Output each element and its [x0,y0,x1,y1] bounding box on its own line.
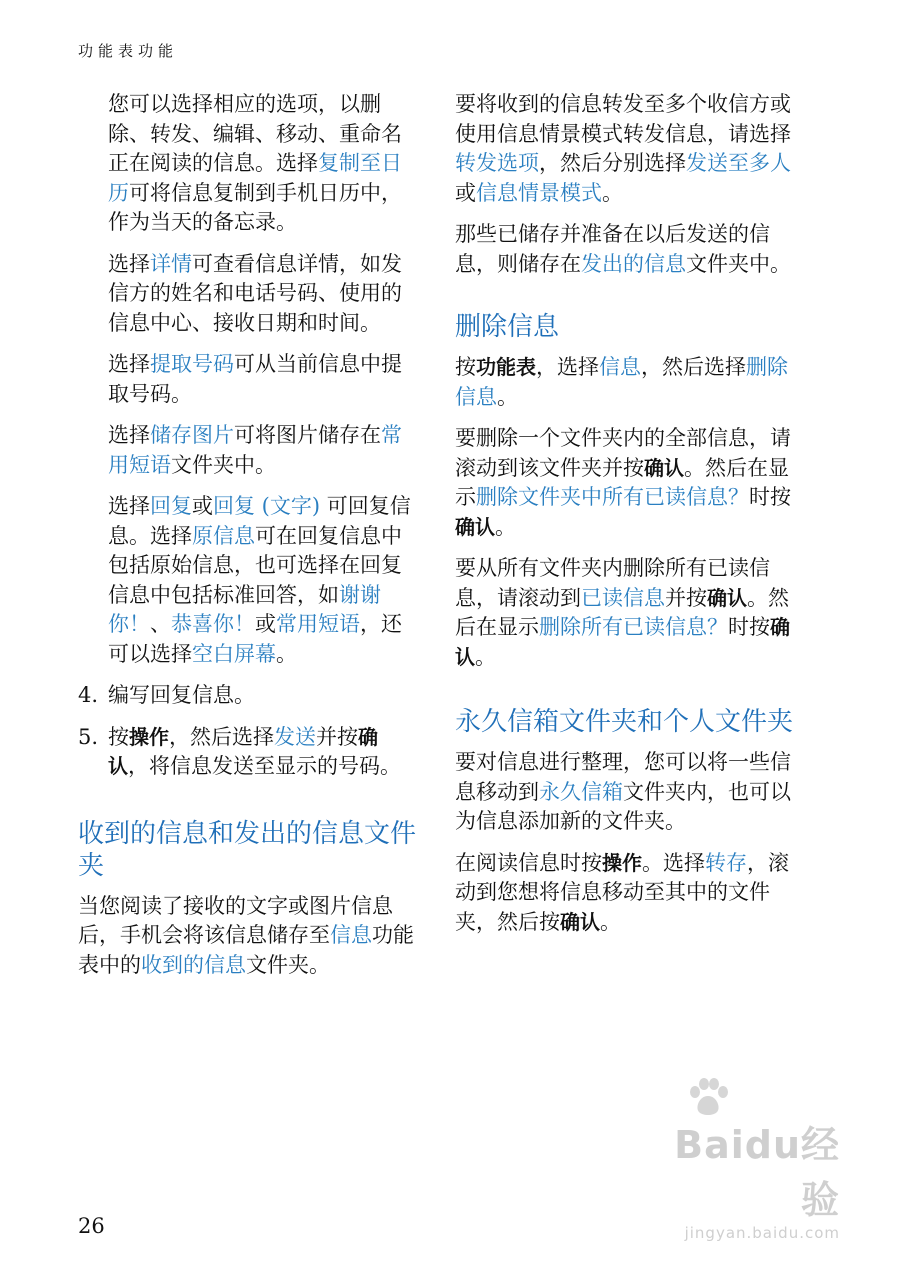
term-save-picture: 储存图片 [150,423,234,447]
term-congratulations: 恭喜你！ [171,612,255,636]
term-delete-folder-read: 删除文件夹中所有已读信息？ [476,485,749,509]
paragraph-forward: 要将收到的信息转发至多个收信方或使用信息情景模式转发信息，请选择转发选项，然后分别选择发送至多人或信息情景模式。 [455,92,791,205]
term-copy-to-calendar: 复制至日历 [108,151,402,205]
paragraph-delete-all-read: 要从所有文件夹内删除所有已读信息，请滚动到已读信息并按确认。然后在显示删除所有已读信息？时按确认。 [455,556,790,669]
term-original-message: 原信息 [192,523,255,548]
watermark-logo: Baidu经验 [674,1123,840,1222]
key-ok: 确认 [108,724,378,778]
right-column [455,90,800,949]
paragraph-delete: 按功能表，选择信息，然后选择删除信息。 [455,355,788,409]
term-move: 转存 [705,850,747,875]
term-sent-items: 发出的信息 [581,251,686,276]
term-read-messages: 已读信息 [581,585,665,610]
term-blank-screen: 空白屏幕 [192,641,276,666]
page-number: 26 [78,1214,105,1238]
paragraph-inbox: 当您阅读了接收的文字或图片信息后，手机会将该信息储存至信息功能表中的收到的信息文件夹。 [78,893,414,977]
term-messages-2: 信息 [599,355,641,379]
term-details: 详情 [150,251,192,276]
paragraph-reply: 选择回复或回复 (文字) 可回复信息。选择原信息可在回复信息中包括原始信息，也可选择在回复信息中包括标准回答，如谢谢你！、恭喜你！或常用短语，还可以选择空白屏幕。 [108,494,411,666]
paragraph-extract-number: 选择提取号码可从当前信息中提取号码。 [108,352,402,406]
heading-inbox-outbox: 收到的信息和发出的信息文件夹 [78,818,417,881]
key-ok-2: 确认 [644,455,684,480]
paw-icon [686,1078,730,1118]
key-menu: 功能表 [476,355,536,379]
heading-archive-folders: 永久信箱文件夹和个人文件夹 [455,707,794,737]
key-options-2: 操作 [602,850,642,875]
term-inbox: 收到的信息 [141,952,246,977]
key-ok-6: 确认 [560,909,600,934]
paragraph-options: 您可以选择相应的选项，以删除、转发、编辑、移动、重命名正在阅读的信息。选择复制至日历可将信息复制到手机日历中，作为当天的备忘录。 [108,92,402,234]
term-common-phrases-2: 常用短语 [276,612,360,636]
watermark-url: jingyan.baidu.com [684,1224,840,1242]
term-reply-text: 回复 (文字) [213,494,321,518]
term-delete-all-read: 删除所有已读信息？ [539,615,728,639]
term-message-profile: 信息情景模式 [476,180,602,205]
term-delete-messages: 删除信息 [455,355,788,409]
running-header: 功能表功能 [78,42,179,60]
paragraph-delete-folder: 要删除一个文件夹内的全部信息，请滚动到该文件夹并按确认。然后在显示删除文件夹中所有已读信息？时按确认。 [455,426,791,539]
term-send-to-many: 发送至多人 [686,151,791,175]
key-ok-5: 确认 [455,615,790,669]
paragraph-archive: 要对信息进行整理，您可以将一些信息移动到永久信箱文件夹内，也可以为信息添加新的文件夹。 [455,750,791,833]
term-thank-you: 谢谢你！ [108,582,381,636]
paragraph-details: 选择详情可查看信息详情，如发信方的姓名和电话号码、使用的信息中心、接收日期和时间。 [108,251,402,335]
left-column [78,90,418,992]
term-archive: 永久信箱 [539,779,623,804]
baidu-watermark [640,1114,840,1242]
heading-delete-messages: 删除信息 [455,312,560,342]
term-forward-options: 转发选项 [455,151,539,175]
step-4: 4. 编写回复信息。 [78,683,255,707]
key-options: 操作 [129,724,169,749]
term-reply: 回复 [150,494,192,518]
term-messages: 信息 [330,923,372,947]
term-send: 发送 [274,724,316,749]
paragraph-outbox: 那些已储存并准备在以后发送的信息，则储存在发出的信息文件夹中。 [455,222,791,276]
paragraph-save-picture: 选择储存图片可将图片储存在常用短语文件夹中。 [108,423,402,477]
paragraph-move: 在阅读信息时按操作。选择转存，滚动到您想将信息移动至其中的文件夹，然后按确认。 [455,850,789,934]
term-common-phrases: 常用短语 [108,423,402,477]
term-extract-number: 提取号码 [150,352,234,376]
key-ok-3: 确认 [455,514,495,539]
step-5: 5. 按操作，然后选择发送并按确认，将信息发送至显示的号码。 [78,724,401,778]
key-ok-4: 确认 [707,585,747,610]
